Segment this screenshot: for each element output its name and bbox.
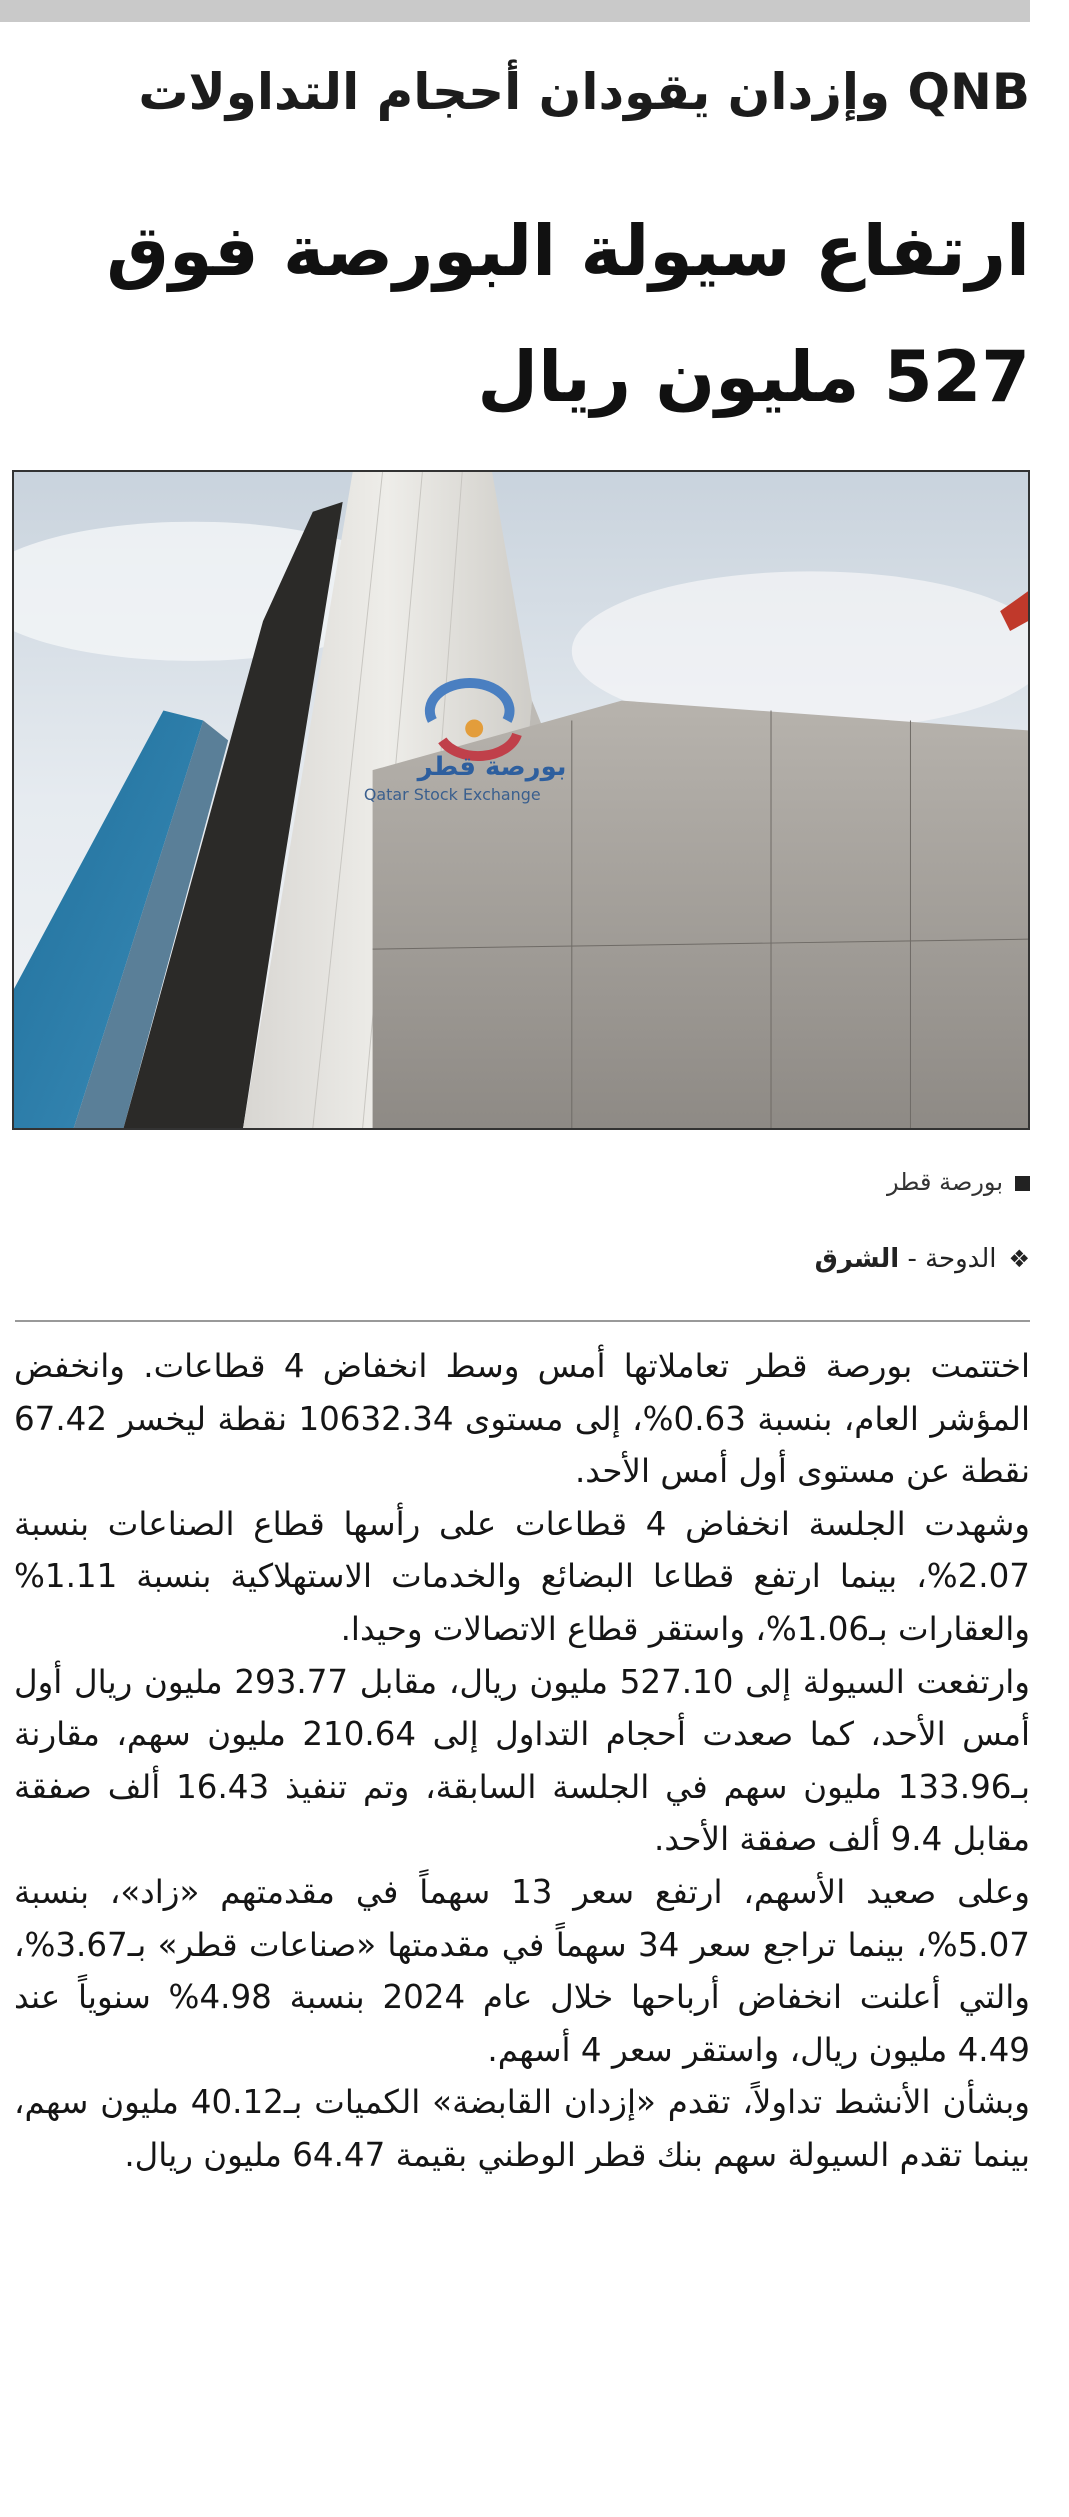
headline-line-1: ارتفاع سيولة البورصة فوق: [106, 210, 1030, 292]
top-gray-bar: [0, 0, 1030, 22]
stock-exchange-building-illustration: [14, 472, 1028, 1128]
section-divider: [15, 1320, 1030, 1322]
body-paragraph-4: وعلى صعيد الأسهم، ارتفع سعر 13 سهماً في مقدمتهم «زاد»، بنسبة 5.07%، بينما تراجع سعر 34 سهماً في مقدمتها «صناعات قطر» بـ3.67%، والتي أعلنت انخفاض أرباحها خلال عام 2024 بنسبة 4.98% سنوياً عند 4.49 مليون ريال، واستقر سعر 4 أسهم.: [14, 1872, 1030, 2069]
dateline: [815, 1244, 1030, 1274]
body-paragraph-2: وشهدت الجلسة انخفاض 4 قطاعات على رأسها قطاع الصناعات بنسبة 2.07%، بينما ارتفع قطاعا البضائع والخدمات الاستهلاكية بنسبة 1.11% والعقارات بـ1.06%، واستقر قطاع الاتصالات وحيدا.: [14, 1504, 1030, 1648]
article-photo: [12, 470, 1030, 1130]
caption-square-icon: [1015, 1176, 1030, 1191]
dateline-place: الدوحة: [925, 1244, 997, 1274]
article-body: [14, 1340, 1030, 2182]
caption-text: بورصة قطر: [887, 1168, 1003, 1196]
dateline-diamond-icon: ❖: [1008, 1245, 1030, 1273]
photo-caption: [887, 1168, 1030, 1196]
photo-sign-english: Qatar Stock Exchange: [363, 785, 541, 804]
body-paragraph-3: وارتفعت السيولة إلى 527.10 مليون ريال، مقابل 293.77 مليون ريال أول أمس الأحد، كما صعدت أحجام التداول إلى 210.64 مليون سهم، مقارنة بـ133.96 مليون سهم في الجلسة السابقة، وتم تنفيذ 16.43 ألف صفقة مقابل 9.4 ألف صفقة الأحد.: [14, 1662, 1031, 1859]
headline-line-2: 527 مليون ريال: [477, 336, 1030, 418]
dateline-source: الشرق: [814, 1244, 900, 1274]
body-paragraph-1: اختتمت بورصة قطر تعاملاتها أمس وسط انخفاض 4 قطاعات. وانخفض المؤشر العام، بنسبة 0.63%، إلى مستوى 10632.34 نقطة ليخسر 67.42 نقطة عن مستوى أول أمس الأحد.: [14, 1347, 1030, 1491]
dateline-separator: -: [899, 1244, 926, 1274]
article-kicker: QNB وإزدان يقودان أحجام التداولات: [138, 63, 1030, 121]
photo-sign-arabic: بورصة قطر: [417, 752, 567, 783]
body-paragraph-5: وبشأن الأنشط تداولاً، تقدم «إزدان القابضة» الكميات بـ40.12 مليون سهم، بينما تقدم السيولة سهم بنك قطر الوطني بقيمة 64.47 مليون ريال.: [14, 2083, 1030, 2174]
article-headline: [40, 188, 1030, 440]
